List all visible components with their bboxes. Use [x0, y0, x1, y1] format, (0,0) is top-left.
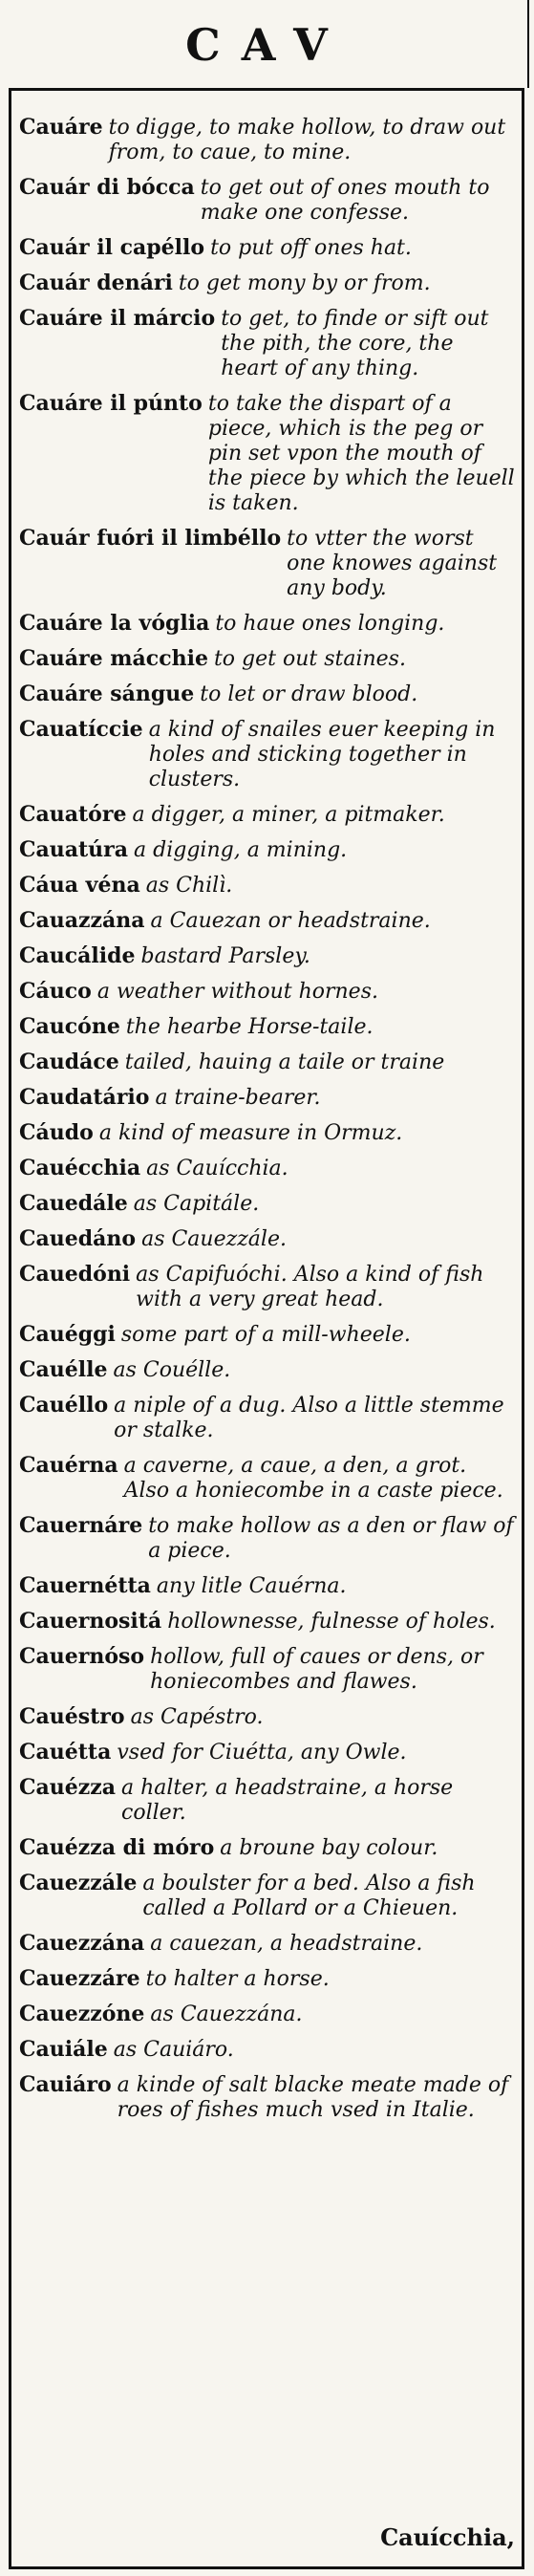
entry-headword: Cauérna — [19, 1453, 118, 1478]
dictionary-entry — [19, 1120, 516, 1146]
dictionary-entry — [19, 1156, 516, 1181]
dictionary-entry — [19, 1835, 516, 1861]
dictionary-entry — [19, 175, 516, 226]
dictionary-entry — [19, 682, 516, 707]
entry-definition: to make hollow as a den or flaw of a piece. — [148, 1514, 514, 1563]
dictionary-entry — [19, 391, 516, 516]
entry-definition: a kind of snailes euer keeping in holes and sticking together in clusters. — [148, 718, 496, 791]
entry-headword: Cauezzóne — [19, 2002, 145, 2026]
entry-headword: Cauiále — [19, 2037, 108, 2062]
entry-definition: a broune bay colour. — [220, 1836, 438, 1860]
entry-headword: Cauernositá — [19, 1609, 162, 1634]
entry-headword: Caucálide — [19, 943, 136, 968]
dictionary-entry — [19, 908, 516, 934]
dictionary-entry — [19, 1393, 516, 1443]
entry-headword: Cauéllo — [19, 1393, 109, 1418]
entry-definition: to halter a horse. — [145, 1967, 330, 1991]
entry-definition: a cauezan, a headstraine. — [150, 1932, 423, 1956]
entry-definition: to get, to finde or sift out the pith, the core, the heart of any thing. — [221, 307, 489, 380]
dictionary-entry — [19, 2002, 516, 2027]
dictionary-entry — [19, 1609, 516, 1634]
entry-definition: the hearbe Horse-taile. — [125, 1015, 374, 1039]
entry-headword: Cauár denári — [19, 271, 173, 295]
entry-headword: Cauatíccie — [19, 717, 143, 742]
entry-headword: Cauáre sángue — [19, 682, 195, 706]
dictionary-entry — [19, 1050, 516, 1075]
entry-headword: Cauezzáre — [19, 1966, 140, 1991]
dictionary-entry — [19, 1085, 516, 1111]
entry-definition: as Couélle. — [113, 1358, 231, 1382]
dictionary-entry — [19, 1775, 516, 1826]
entry-definition: a digging, a mining. — [134, 838, 348, 862]
dictionary-entry — [19, 235, 516, 261]
dictionary-entry — [19, 1573, 516, 1599]
entry-headword: Cauétta — [19, 1740, 112, 1764]
entry-definition: a kind of measure in Ormuz. — [98, 1121, 403, 1145]
entry-definition: some part of a mill-wheele. — [120, 1323, 411, 1347]
entry-headword: Cauatóre — [19, 802, 127, 827]
page-title: CAV — [185, 19, 349, 71]
entry-headword: Cauedále — [19, 1191, 128, 1216]
dictionary-entry — [19, 1014, 516, 1040]
entry-headword: Caudáce — [19, 1050, 119, 1074]
entry-headword: Cauatúra — [19, 837, 129, 862]
entry-definition: a niple of a dug. Also a little stemme or stalke. — [114, 1394, 504, 1442]
entry-headword: Cauazzána — [19, 908, 145, 933]
entry-definition: to get out of ones mouth to make one confesse. — [200, 176, 490, 225]
entry-definition: a kinde of salt blacke meate made of roes of fishes much vsed in Italie. — [117, 2073, 509, 2122]
entry-definition: to vtter the worst one knowes against any body. — [287, 527, 498, 600]
dictionary-entry — [19, 717, 516, 792]
entry-headword: Cáuco — [19, 979, 92, 1004]
entry-definition: a caverne, a caue, a den, a grot. Also a honiecombe in a caste piece. — [123, 1454, 503, 1503]
dictionary-entry — [19, 979, 516, 1005]
dictionary-entry — [19, 802, 516, 828]
entry-definition: hollow, full of caues or dens, or honiecombes and flawes. — [150, 1645, 483, 1694]
entry-headword: Cáua véna — [19, 873, 140, 898]
entry-definition: as Capitále. — [133, 1192, 260, 1216]
dictionary-entry — [19, 1871, 516, 1921]
entry-definition: to take the dispart of a piece, which is the peg or pin set vpon the mouth of the piece by which the leuell is taken. — [207, 392, 515, 515]
entry-definition: a traine-bearer. — [155, 1086, 321, 1110]
dictionary-entry — [19, 1357, 516, 1383]
entry-headword: Cauézza di móro — [19, 1835, 215, 1860]
entry-definition: as Cauezzále. — [141, 1227, 287, 1251]
dictionary-entry — [19, 1262, 516, 1312]
dictionary-entry — [19, 611, 516, 637]
entry-definition: to let or draw blood. — [200, 682, 418, 706]
dictionary-entry — [19, 1322, 516, 1348]
entry-headword: Cauiáro — [19, 2072, 112, 2097]
entry-headword: Cauélle — [19, 1357, 108, 1382]
dictionary-entry — [19, 837, 516, 863]
dictionary-entry — [19, 1644, 516, 1695]
entry-headword: Cauedóni — [19, 1262, 131, 1287]
entry-headword: Cauécchia — [19, 1156, 141, 1180]
dictionary-entry — [19, 306, 516, 381]
entry-definition: a halter, a headstraine, a horse coller. — [121, 1776, 454, 1825]
dictionary-entry — [19, 1931, 516, 1957]
dictionary-entries — [19, 115, 516, 2132]
dictionary-entry — [19, 1740, 516, 1765]
dictionary-entry — [19, 1453, 516, 1504]
entry-definition: as Capéstro. — [130, 1705, 264, 1729]
entry-definition: a digger, a miner, a pitmaker. — [132, 803, 445, 827]
dictionary-entry — [19, 2072, 516, 2123]
entry-definition: tailed, hauing a taile or traine — [124, 1050, 445, 1074]
entry-definition: to get out staines. — [213, 647, 406, 671]
dictionary-entry — [19, 2037, 516, 2063]
entry-definition: as Cauícchia. — [146, 1157, 288, 1180]
entry-headword: Cauernétta — [19, 1573, 151, 1598]
entry-headword: Cauernáre — [19, 1513, 143, 1538]
dictionary-entry — [19, 1704, 516, 1730]
dictionary-entry — [19, 271, 516, 296]
entry-headword: Cáudo — [19, 1120, 94, 1145]
entry-definition: to digge, to make hollow, to draw out from, to caue, to mine. — [108, 116, 506, 164]
page-header — [0, 0, 534, 96]
entry-headword: Cauéggi — [19, 1322, 116, 1347]
entry-definition: as Cauezzána. — [150, 2002, 303, 2026]
entry-headword: Cauár il capéllo — [19, 235, 205, 260]
entry-definition: vsed for Ciuétta, any Owle. — [117, 1741, 407, 1764]
entry-definition: to get mony by or from. — [178, 271, 431, 295]
entry-headword: Caudatário — [19, 1085, 150, 1110]
dictionary-entry — [19, 115, 516, 165]
entry-definition: to haue ones longing. — [215, 612, 445, 636]
entry-definition: as Cauiáro. — [113, 2038, 234, 2062]
entry-headword: Cauedáno — [19, 1226, 137, 1251]
entry-definition: bastard Parsley. — [140, 944, 310, 968]
entry-headword: Cauéstro — [19, 1704, 125, 1729]
right-margin-rule — [527, 0, 529, 88]
dictionary-entry — [19, 873, 516, 898]
entry-definition: a boulster for a bed. Also a fish called a Pollard or a Chieuen. — [142, 1872, 476, 1920]
entry-headword: Cauezzána — [19, 1931, 145, 1956]
dictionary-entry — [19, 646, 516, 672]
entry-definition: any litle Cauérna. — [156, 1574, 347, 1598]
dictionary-entry — [19, 526, 516, 601]
entry-definition: to put off ones hat. — [210, 236, 412, 260]
dictionary-entry — [19, 943, 516, 969]
entry-headword: Cauézza — [19, 1775, 116, 1800]
dictionary-entry — [19, 1191, 516, 1217]
dictionary-entry — [19, 1226, 516, 1252]
catchword: Cauícchia, — [380, 2523, 515, 2551]
entry-headword: Caucóne — [19, 1014, 120, 1039]
entry-definition: a Cauezan or headstraine. — [150, 909, 431, 933]
entry-headword: Cauáre il púnto — [19, 391, 203, 416]
entry-definition: as Capifuóchi. Also a kind of fish with a very great head. — [136, 1263, 484, 1311]
entry-headword: Cauáre la vóglia — [19, 611, 210, 636]
entry-definition: a weather without hornes. — [96, 980, 378, 1004]
dictionary-entry — [19, 1966, 516, 1992]
entry-headword: Cauezzále — [19, 1871, 138, 1895]
entry-headword: Cauáre mácchie — [19, 646, 208, 671]
dictionary-entry — [19, 1513, 516, 1564]
entry-headword: Cauár fuóri il limbéllo — [19, 526, 282, 551]
entry-headword: Cauernóso — [19, 1644, 145, 1669]
entry-headword: Cauár di bócca — [19, 175, 195, 200]
entry-definition: as Chilì. — [145, 874, 233, 898]
entry-headword: Cauáre — [19, 115, 103, 140]
entry-headword: Cauáre il márcio — [19, 306, 216, 331]
entry-definition: hollownesse, fulnesse of holes. — [167, 1610, 496, 1634]
